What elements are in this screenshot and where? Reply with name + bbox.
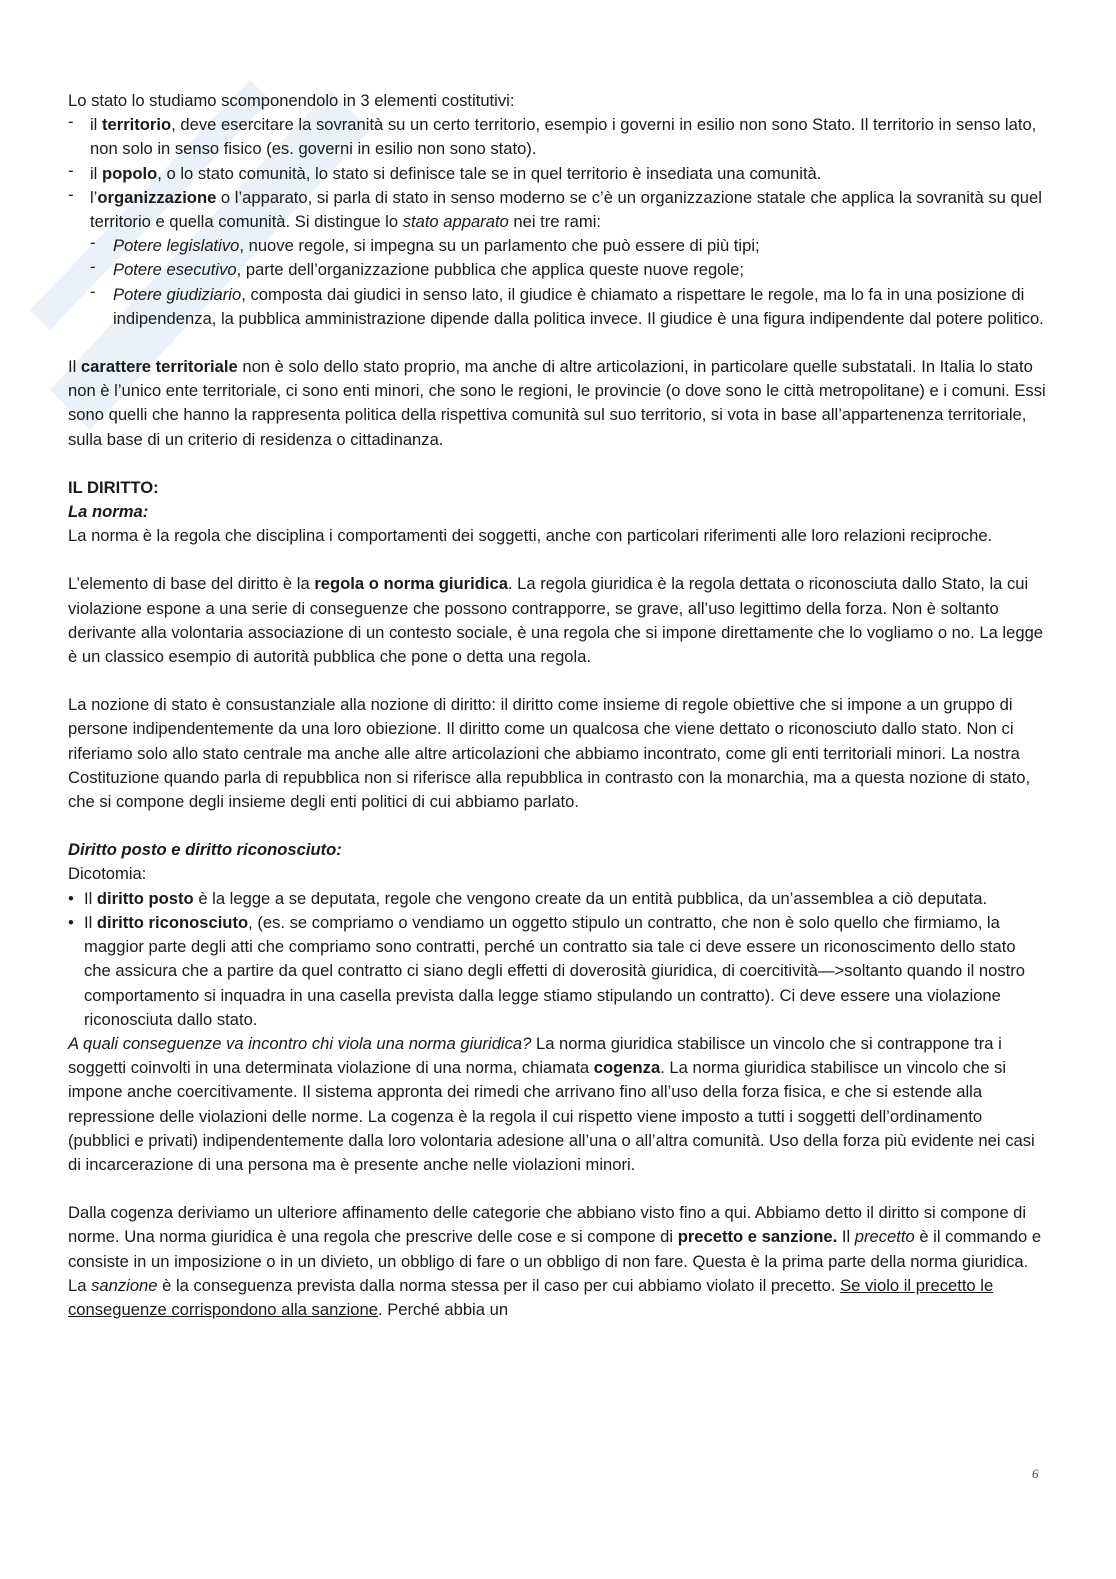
section-heading-diritto: IL DIRITTO: [68,477,159,497]
paragraph-carattere-territoriale: Il carattere territoriale non è solo dello stato proprio, ma anche di altre articolazioni, in particolare quelle substatali. In Italia lo stato non è l’unico ente territoriale, ci sono enti minori, che sono le regioni, le provincie (o dove sono le città metropolitane) e i comuni. Essi sono quelli che hanno la rappresenta politica della rispettiva comunità sul suo territorio, si vota in base all’appartenenza territoriale, sulla base di un criterio di residenza o cittadinanza. [68,357,1046,449]
sublist-item-legislativo: - Potere legislativo, nuove regole, si impegna su un parlamento che può essere di più tipi; [68,234,1046,258]
bullet-diritto-riconosciuto: • Il diritto riconosciuto, (es. se compriamo o vendiamo un oggetto stipulo un contratto, che non è solo quello che firmiamo, la maggior parte degli atti che compriamo sono contratti, perché un contratto sia tale ci deve essere un riconoscimento dello stato che assicura che a partire da quel contratto ci siano degli effetti di doverosità giuridica, di coercitività—>soltanto quando il nostro comportamento si inquadra in una casella prevista dalla legge stiamo stipulando un contratto). Ci deve essere una violazione riconosciuta dallo stato. [68,911,1046,1032]
paragraph-nozione-stato: La nozione di stato è consustanziale alla nozione di diritto: il diritto come insieme di regole obiettive che si impone a un gruppo di persone indipendentemente da una loro obiezione. Il diritto come un qualcosa che viene dettato o riconosciuto dallo stato. Non ci riferiamo solo allo stato centrale ma anche alle altre articolazioni che abbiamo incontrato, come gli enti territoriali minori. La nostra Costituzione quando parla di repubblica non si riferisce alla repubblica in contrasto con la monarchia, ma a questa nozione di stato, che si compone degli insieme degli enti politici di cui abbiamo parlato. [68,695,1031,812]
sublist-item-giudiziario: - Potere giudiziario, composta dai giudici in senso lato, il giudice è chiamato a rispettare le regole, ma lo fa in una posizione di indipendenza, la pubblica amministrazione dipende dalla politica invece. Il giudice è una figura indipendente dal potere politico. [68,283,1046,331]
list-item-popolo: - il popolo, o lo stato comunità, lo stato si definisce tale se in quel territorio è insediata una comunità. [68,162,1046,186]
page-number: 6 [1032,1466,1039,1481]
document-page [68,89,1046,1322]
dicotomia-label: Dicotomia: [68,864,147,884]
intro-text: Lo stato lo studiamo scomponendolo in 3 elementi costitutivi: [68,91,515,110]
list-item-organizzazione: - l’organizzazione o l’apparato, si parla di stato in senso moderno se c’è un organizzazione statale che applica la sovranità su quel territorio e quella comunità. Si distingue lo stato apparato nei tre rami: [68,186,1046,234]
sublist-item-esecutivo: - Potere esecutivo, parte dell’organizzazione pubblica che applica queste nuove regole; [68,258,1046,282]
paragraph-precetto-sanzione: Dalla cogenza deriviamo un ulteriore affinamento delle categorie che abbiano visto fino a qui. Abbiamo detto il diritto si compone di norme. Una norma giuridica è una regola che prescrive delle cose e si compone di precetto e sanzione. Il precetto è il commando e consiste in un imposizione o in un divieto, un obbligo di fare o un obbligo di non fare. Questa è la prima parte della norma giuridica. La sanzione è la conseguenza prevista dalla norma stessa per il caso per cui abbiamo violato il precetto. Se violo il precetto le conseguenze corrispondono alla sanzione. Perché abbia un [68,1203,1042,1319]
subheading-norma: La norma: [68,502,149,522]
paragraph-norma-definizione: La norma è la regola che disciplina i comportamenti dei soggetti, anche con particolari riferimenti alle loro relazioni reciproche. [68,526,993,546]
paragraph-elemento-base: L’elemento di base del diritto è la regola o norma giuridica. La regola giuridica è la regola dettata o riconosciuta dallo Stato, la cui violazione espone a una serie di conseguenze che possono contrapporre, se grave, all’uso legittimo della forza. Non è soltanto derivante alla volontaria associazione di un contesto sociale, è una regola che si impone direttamente che lo vogliamo o no. La legge è un classico esempio di autorità pubblica che pone o detta una regola. [68,574,1044,667]
bullet-diritto-posto: • Il diritto posto è la legge a se deputata, regole che vengono create da un entità pubblica, da un’assemblea a ciò deputata. [68,887,1046,911]
list-item-territorio: - il territorio, deve esercitare la sovranità su un certo territorio, esempio i governi in esilio non sono Stato. Il territorio in senso lato, non solo in senso fisico (es. governi in esilio non sono stato). [68,113,1046,161]
paragraph-conseguenze: A quali conseguenze va incontro chi viola una norma giuridica? La norma giuridica stabilisce un vincolo che si contrappone tra i soggetti coinvolti in una determinata violazione di una norma, chiamata cogenza. La norma giuridica stabilisce un vincolo che si impone anche coercitivamente. Il sistema appronta dei rimedi che arrivano fino all’uso della forza fisica, e che si estende alla repressione delle violazioni delle norme. La cogenza è la regola il cui rispetto viene imposto a tutti i soggetti dell’ordinamento (pubblici e privati) indipendentemente dalla loro volontaria adesione all’una o all’altra comunità. Uso della forza più evidente nei casi di incarcerazione di una persona ma è presente anche nelle violazioni minori. [68,1033,1035,1174]
subheading-diritto-posto-riconosciuto: Diritto posto e diritto riconosciuto: [68,840,342,860]
